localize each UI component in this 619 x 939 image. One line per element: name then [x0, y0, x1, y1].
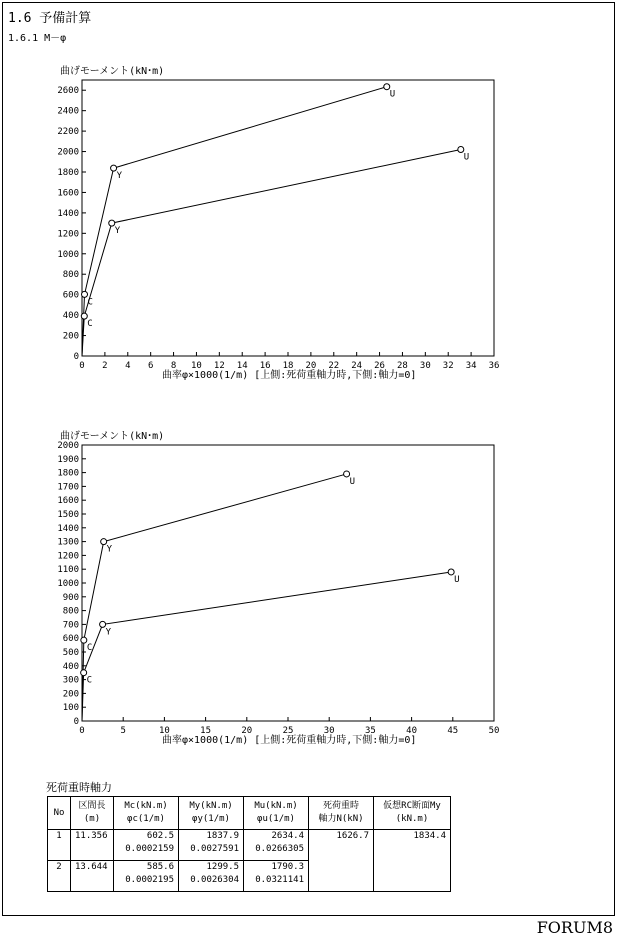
x-tick-label: 6: [147, 361, 154, 371]
x-tick-label: 20: [305, 361, 317, 371]
cell-my: 1837.9 0.0027591: [179, 830, 244, 861]
y-tick-label: 200: [62, 689, 79, 700]
point-label: U: [389, 89, 396, 100]
y-tick-label: 400: [62, 661, 79, 672]
x-tick-label: 22: [328, 361, 340, 371]
y-tick-label: 100: [62, 703, 79, 714]
y-tick-label: 700: [62, 620, 79, 631]
x-tick-label: 50: [488, 726, 500, 736]
plot-frame: [82, 80, 494, 356]
cell-mc: 585.6 0.0002195: [114, 861, 179, 892]
y-tick-label: 400: [62, 311, 79, 322]
header-axial: 死荷重時 軸力N(kN): [309, 797, 374, 830]
y-tick-label: 600: [62, 290, 79, 301]
y-tick-label: 1200: [57, 229, 79, 240]
point-label: Y: [114, 226, 121, 237]
y-tick-label: 1600: [57, 188, 79, 199]
series-line: [82, 87, 387, 356]
y-tick-label: 2400: [57, 106, 79, 117]
x-tick-label: 5: [120, 726, 126, 736]
point-label: Y: [105, 627, 112, 638]
y-tick-label: 1100: [57, 565, 79, 576]
x-tick-label: 16: [259, 361, 271, 371]
table-row: [48, 830, 451, 861]
x-tick-label: 0: [79, 361, 85, 371]
x-tick-label: 40: [406, 726, 418, 736]
x-tick-label: 30: [323, 726, 335, 736]
m-phi-chart-2: [0, 425, 619, 755]
x-axis-label: 曲率φ×1000(1/m) [上側:死荷重軸力時,下側:軸力=0]: [162, 370, 417, 381]
y-tick-label: 600: [62, 634, 79, 645]
cell-length: 11.356: [71, 830, 114, 861]
x-tick-label: 45: [447, 726, 459, 736]
y-tick-label: 1200: [57, 551, 79, 562]
y-axis-label: 曲げモーメント(kN･m): [60, 431, 165, 442]
point-label: U: [454, 574, 460, 585]
cell-mu: 2634.4 0.0266305: [244, 830, 309, 861]
subsection-title: 1.6.1 M－φ: [8, 33, 67, 44]
y-tick-label: 500: [62, 648, 79, 658]
x-tick-label: 32: [442, 361, 454, 371]
cell-no: 2: [48, 861, 71, 892]
point-label: C: [86, 675, 93, 686]
x-axis-label: 曲率φ×1000(1/m) [上側:死荷重軸力時,下側:軸力=0]: [162, 735, 417, 746]
point-label: C: [86, 643, 93, 654]
header-my: My(kN.m) φy(1/m): [179, 797, 244, 830]
x-tick-label: 8: [170, 361, 177, 371]
series-line: [82, 474, 347, 721]
y-tick-label: 1700: [57, 482, 79, 493]
y-tick-label: 900: [62, 592, 79, 603]
y-tick-label: 300: [62, 675, 79, 686]
x-tick-label: 28: [397, 361, 408, 371]
x-tick-label: 35: [364, 726, 376, 736]
x-tick-label: 12: [213, 361, 225, 371]
y-tick-label: 1600: [57, 496, 79, 507]
x-tick-label: 36: [488, 361, 500, 371]
point-label: C: [87, 319, 93, 330]
cell-mc: 602.5 0.0002159: [114, 830, 179, 861]
cell-axial: 1626.7: [309, 830, 374, 892]
x-tick-label: 0: [79, 726, 85, 736]
point-label: C: [87, 297, 93, 308]
y-tick-label: 1800: [57, 468, 79, 479]
y-tick-label: 1800: [57, 168, 79, 178]
x-tick-label: 30: [419, 361, 431, 371]
point-label: Y: [106, 544, 113, 555]
plot-frame: [82, 445, 494, 721]
x-tick-label: 24: [351, 361, 363, 371]
cell-rc-my: 1834.4: [374, 830, 451, 892]
x-tick-label: 15: [200, 726, 212, 736]
point-label: U: [349, 476, 356, 487]
y-tick-label: 1000: [57, 249, 79, 260]
point-label: U: [463, 152, 470, 163]
header-no: No: [48, 797, 71, 830]
section-title: 1.6 予備計算: [8, 11, 92, 26]
y-tick-label: 1400: [57, 523, 79, 534]
y-axis-label: 曲げモーメント(kN･m): [60, 66, 165, 77]
header-rc-my: 仮想RC断面My (kN.m): [374, 797, 451, 830]
cell-no: 1: [48, 830, 71, 861]
header-mu: Mu(kN.m) φu(1/m): [244, 797, 309, 830]
y-tick-label: 0: [73, 352, 79, 362]
cell-length: 13.644: [71, 861, 114, 892]
cell-my: 1299.5 0.0026304: [179, 861, 244, 892]
y-tick-label: 800: [62, 270, 79, 281]
series-line: [82, 572, 451, 721]
x-tick-label: 34: [465, 361, 477, 371]
x-tick-label: 25: [282, 726, 294, 736]
y-tick-label: 2200: [57, 127, 79, 138]
x-tick-label: 26: [374, 361, 385, 371]
y-tick-label: 1000: [57, 579, 79, 589]
x-tick-label: 10: [158, 726, 170, 736]
y-tick-label: 2000: [57, 441, 79, 451]
m-phi-chart-1: [0, 60, 619, 390]
header-mc: Mc(kN.m) φc(1/m): [114, 797, 179, 830]
series-line: [82, 150, 461, 356]
y-tick-label: 2600: [57, 86, 79, 97]
x-tick-label: 4: [125, 361, 131, 371]
header-length: 区間長 (m): [71, 797, 114, 830]
point-label: Y: [116, 171, 123, 182]
y-tick-label: 1400: [57, 208, 79, 219]
y-tick-label: 200: [62, 331, 79, 342]
x-tick-label: 14: [236, 361, 248, 371]
table-header-row: [48, 797, 451, 830]
x-tick-label: 10: [191, 361, 202, 371]
y-tick-label: 1500: [57, 510, 79, 520]
y-tick-label: 2000: [57, 147, 79, 158]
footer-brand: FORUM8: [536, 918, 613, 937]
x-tick-label: 18: [282, 361, 294, 371]
y-tick-label: 1900: [57, 454, 79, 465]
y-tick-label: 0: [73, 717, 79, 727]
y-tick-label: 1300: [57, 537, 79, 548]
table-title: 死荷重時軸力: [46, 781, 112, 794]
section-table: [47, 796, 451, 892]
x-tick-label: 20: [241, 726, 253, 736]
y-tick-label: 800: [62, 606, 79, 617]
cell-mu: 1790.3 0.0321141: [244, 861, 309, 892]
x-tick-label: 2: [102, 361, 108, 371]
